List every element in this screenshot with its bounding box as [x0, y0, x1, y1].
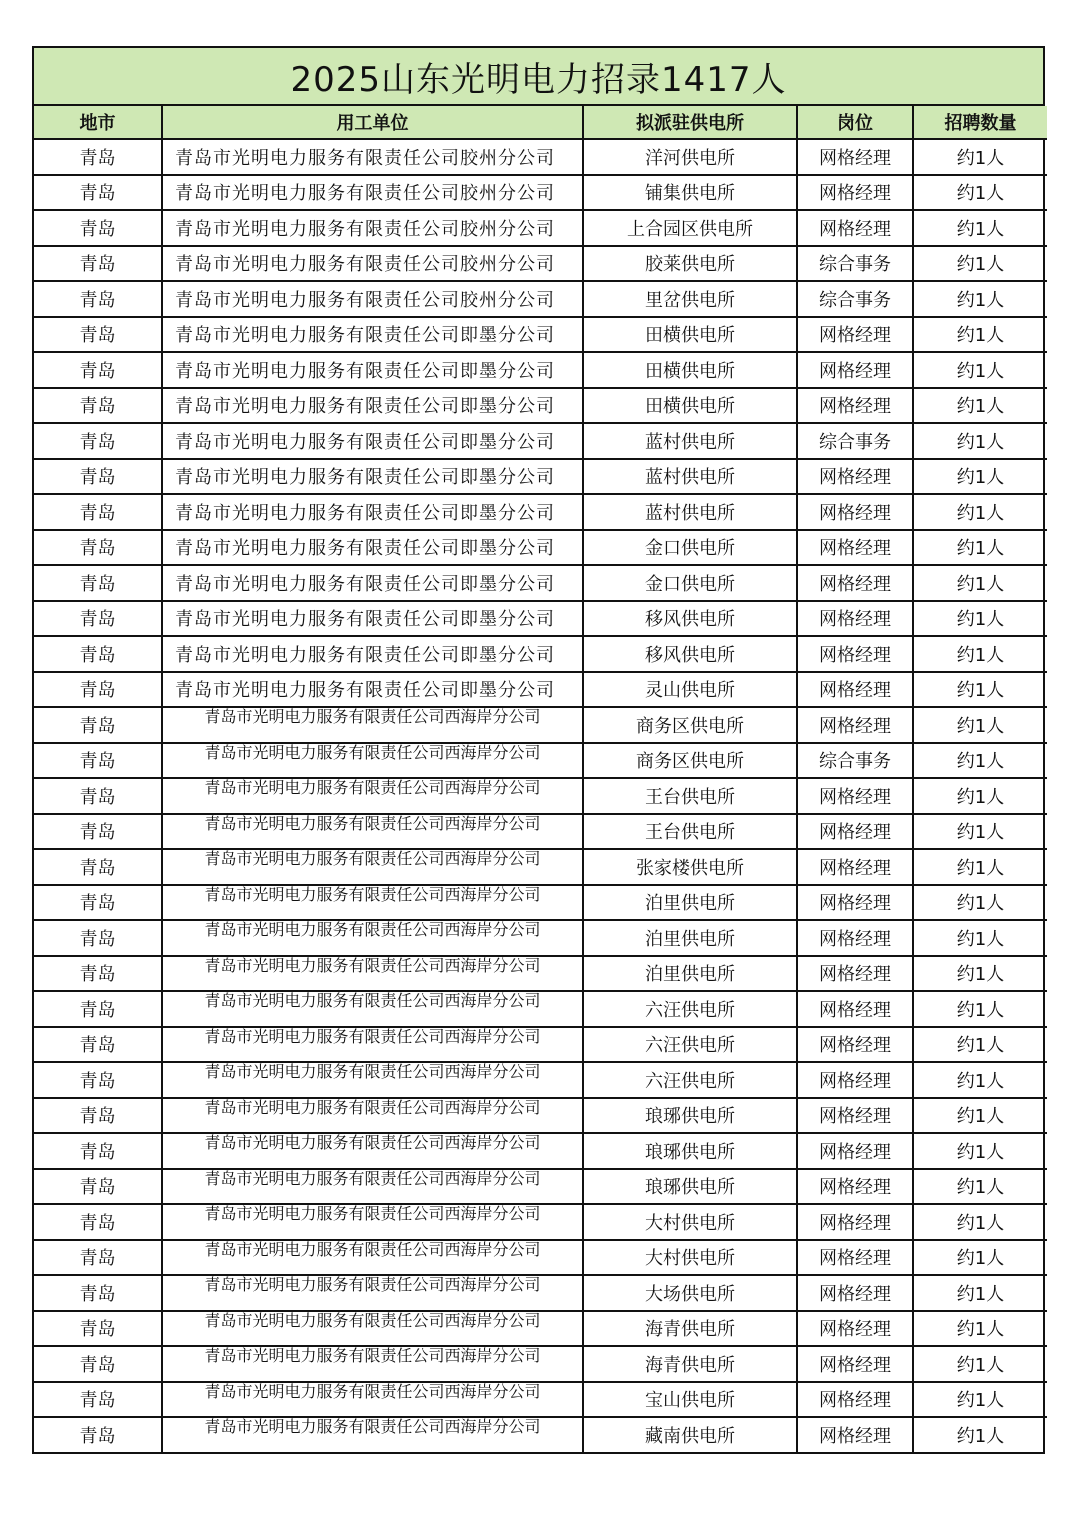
cell-city: 青岛: [34, 352, 162, 388]
cell-position: 网格经理: [797, 991, 913, 1027]
cell-station: 海青供电所: [583, 1311, 797, 1347]
cell-station: 王台供电所: [583, 814, 797, 850]
cell-employer: [162, 1240, 583, 1276]
cell-employer: 青岛市光明电力服务有限责任公司即墨分公司: [162, 352, 583, 388]
cell-city: 青岛: [34, 494, 162, 530]
cell-employer-text: 青岛市光明电力服务有限责任公司西海岸分公司: [204, 1382, 541, 1401]
cell-city: 青岛: [34, 317, 162, 353]
cell-station: 宝山供电所: [583, 1382, 797, 1418]
cell-station: 田横供电所: [583, 317, 797, 353]
cell-station: 泊里供电所: [583, 920, 797, 956]
cell-city: 青岛: [34, 175, 162, 211]
cell-position: 网格经理: [797, 1346, 913, 1382]
header-row: [34, 106, 1047, 139]
cell-city: 青岛: [34, 210, 162, 246]
cell-station: 金口供电所: [583, 530, 797, 566]
cell-station: 大村供电所: [583, 1204, 797, 1240]
cell-quota: 约1人: [913, 1240, 1047, 1276]
cell-quota: 约1人: [913, 210, 1047, 246]
cell-station: 商务区供电所: [583, 707, 797, 743]
cell-station: 大场供电所: [583, 1275, 797, 1311]
cell-city: 青岛: [34, 530, 162, 566]
cell-quota: 约1人: [913, 530, 1047, 566]
table-row: [34, 601, 1047, 637]
cell-city: 青岛: [34, 281, 162, 317]
cell-quota: 约1人: [913, 885, 1047, 921]
cell-city: 青岛: [34, 636, 162, 672]
cell-station: 海青供电所: [583, 1346, 797, 1382]
header-city: 地市: [34, 106, 162, 139]
cell-quota: 约1人: [913, 246, 1047, 282]
cell-quota: 约1人: [913, 778, 1047, 814]
table-row: [34, 1027, 1047, 1063]
cell-employer: 青岛市光明电力服务有限责任公司即墨分公司: [162, 672, 583, 708]
table-row: [34, 991, 1047, 1027]
cell-quota: 约1人: [913, 139, 1047, 175]
cell-position: 网格经理: [797, 707, 913, 743]
cell-station: 六汪供电所: [583, 1027, 797, 1063]
cell-employer: 青岛市光明电力服务有限责任公司即墨分公司: [162, 388, 583, 424]
cell-employer: [162, 1027, 583, 1063]
cell-employer: [162, 920, 583, 956]
cell-station: 琅琊供电所: [583, 1133, 797, 1169]
table-row: [34, 423, 1047, 459]
table-row: [34, 139, 1047, 175]
cell-position: 网格经理: [797, 1098, 913, 1134]
cell-station: 蓝村供电所: [583, 494, 797, 530]
cell-employer-text: 青岛市光明电力服务有限责任公司西海岸分公司: [204, 1311, 541, 1330]
cell-quota: 约1人: [913, 352, 1047, 388]
table-row: [34, 246, 1047, 282]
recruitment-table: [34, 106, 1047, 1452]
cell-station: 六汪供电所: [583, 1062, 797, 1098]
cell-station: 移风供电所: [583, 636, 797, 672]
cell-position: 网格经理: [797, 1311, 913, 1347]
cell-quota: 约1人: [913, 956, 1047, 992]
cell-quota: 约1人: [913, 565, 1047, 601]
cell-station: 琅琊供电所: [583, 1098, 797, 1134]
cell-city: 青岛: [34, 991, 162, 1027]
table-row: [34, 1346, 1047, 1382]
cell-quota: 约1人: [913, 849, 1047, 885]
cell-employer: [162, 743, 583, 779]
table-row: [34, 459, 1047, 495]
cell-employer-text: 青岛市光明电力服务有限责任公司西海岸分公司: [204, 1240, 541, 1259]
cell-position: 网格经理: [797, 814, 913, 850]
cell-employer-text: 青岛市光明电力服务有限责任公司西海岸分公司: [204, 743, 541, 762]
cell-station: 藏南供电所: [583, 1417, 797, 1452]
cell-station: 田横供电所: [583, 388, 797, 424]
cell-employer: [162, 1275, 583, 1311]
cell-quota: 约1人: [913, 317, 1047, 353]
table-row: [34, 388, 1047, 424]
cell-position: 网格经理: [797, 1275, 913, 1311]
cell-employer: [162, 956, 583, 992]
cell-quota: 约1人: [913, 388, 1047, 424]
cell-city: 青岛: [34, 1311, 162, 1347]
cell-city: 青岛: [34, 1275, 162, 1311]
cell-station: 铺集供电所: [583, 175, 797, 211]
cell-position: 网格经理: [797, 317, 913, 353]
cell-city: 青岛: [34, 1133, 162, 1169]
cell-quota: 约1人: [913, 1204, 1047, 1240]
cell-station: 泊里供电所: [583, 885, 797, 921]
header-position: 岗位: [797, 106, 913, 139]
cell-position: 网格经理: [797, 352, 913, 388]
cell-position: 网格经理: [797, 530, 913, 566]
cell-city: 青岛: [34, 1098, 162, 1134]
cell-station: 蓝村供电所: [583, 459, 797, 495]
cell-employer: 青岛市光明电力服务有限责任公司即墨分公司: [162, 459, 583, 495]
cell-quota: 约1人: [913, 636, 1047, 672]
cell-employer: 青岛市光明电力服务有限责任公司胶州分公司: [162, 281, 583, 317]
cell-city: 青岛: [34, 778, 162, 814]
cell-station: 琅琊供电所: [583, 1169, 797, 1205]
cell-employer: [162, 1417, 583, 1452]
cell-position: 网格经理: [797, 494, 913, 530]
cell-employer: 青岛市光明电力服务有限责任公司胶州分公司: [162, 139, 583, 175]
table-row: [34, 494, 1047, 530]
cell-quota: 约1人: [913, 459, 1047, 495]
cell-city: 青岛: [34, 1417, 162, 1452]
table-row: [34, 1062, 1047, 1098]
cell-position: 网格经理: [797, 1027, 913, 1063]
cell-quota: 约1人: [913, 601, 1047, 637]
cell-city: 青岛: [34, 1240, 162, 1276]
table-row: [34, 1169, 1047, 1205]
cell-position: 网格经理: [797, 672, 913, 708]
header-employer: 用工单位: [162, 106, 583, 139]
cell-employer: [162, 1098, 583, 1134]
cell-city: 青岛: [34, 139, 162, 175]
cell-station: 移风供电所: [583, 601, 797, 637]
table-row: [34, 210, 1047, 246]
cell-position: 网格经理: [797, 885, 913, 921]
cell-city: 青岛: [34, 885, 162, 921]
cell-position: 网格经理: [797, 636, 913, 672]
table-row: [34, 885, 1047, 921]
cell-quota: 约1人: [913, 672, 1047, 708]
cell-position: 网格经理: [797, 565, 913, 601]
cell-quota: 约1人: [913, 991, 1047, 1027]
header-station: 拟派驻供电所: [583, 106, 797, 139]
cell-city: 青岛: [34, 743, 162, 779]
cell-city: 青岛: [34, 707, 162, 743]
cell-quota: 约1人: [913, 743, 1047, 779]
table-row: [34, 672, 1047, 708]
cell-city: 青岛: [34, 1382, 162, 1418]
cell-station: 王台供电所: [583, 778, 797, 814]
table-row: [34, 778, 1047, 814]
cell-city: 青岛: [34, 814, 162, 850]
cell-quota: 约1人: [913, 175, 1047, 211]
cell-employer-text: 青岛市光明电力服务有限责任公司西海岸分公司: [204, 779, 541, 797]
cell-quota: 约1人: [913, 1098, 1047, 1134]
cell-employer: 青岛市光明电力服务有限责任公司胶州分公司: [162, 175, 583, 211]
cell-city: 青岛: [34, 920, 162, 956]
cell-quota: 约1人: [913, 814, 1047, 850]
cell-position: 网格经理: [797, 1382, 913, 1418]
recruitment-sheet: [32, 46, 1045, 1454]
cell-position: 综合事务: [797, 423, 913, 459]
table-body: [34, 139, 1047, 1452]
cell-city: 青岛: [34, 1346, 162, 1382]
table-row: [34, 1240, 1047, 1276]
cell-employer-text: 青岛市光明电力服务有限责任公司西海岸分公司: [204, 1063, 541, 1081]
cell-employer: [162, 778, 583, 814]
cell-employer: [162, 814, 583, 850]
cell-employer-text: 青岛市光明电力服务有限责任公司西海岸分公司: [204, 1205, 541, 1223]
cell-station: 蓝村供电所: [583, 423, 797, 459]
cell-position: 网格经理: [797, 139, 913, 175]
cell-position: 网格经理: [797, 956, 913, 992]
table-row: [34, 317, 1047, 353]
cell-station: 金口供电所: [583, 565, 797, 601]
cell-employer: 青岛市光明电力服务有限责任公司即墨分公司: [162, 565, 583, 601]
table-row: [34, 1275, 1047, 1311]
cell-employer-text: 青岛市光明电力服务有限责任公司西海岸分公司: [204, 1027, 541, 1046]
cell-employer: [162, 1382, 583, 1418]
cell-city: 青岛: [34, 1169, 162, 1205]
cell-quota: 约1人: [913, 1027, 1047, 1063]
cell-station: 洋河供电所: [583, 139, 797, 175]
cell-position: 网格经理: [797, 1204, 913, 1240]
cell-position: 综合事务: [797, 281, 913, 317]
table-row: [34, 1311, 1047, 1347]
cell-city: 青岛: [34, 1062, 162, 1098]
cell-employer-text: 青岛市光明电力服务有限责任公司西海岸分公司: [204, 956, 541, 975]
cell-employer: 青岛市光明电力服务有限责任公司即墨分公司: [162, 636, 583, 672]
cell-employer: [162, 1311, 583, 1347]
table-row: [34, 743, 1047, 779]
cell-employer: [162, 885, 583, 921]
cell-quota: 约1人: [956, 1425, 1005, 1447]
cell-employer: [162, 1169, 583, 1205]
table-row: [34, 1382, 1047, 1418]
cell-position: 网格经理: [797, 920, 913, 956]
cell-position: 网格经理: [797, 1133, 913, 1169]
cell-position: 网格经理: [797, 849, 913, 885]
cell-employer: [162, 991, 583, 1027]
cell-station: 上合园区供电所: [583, 210, 797, 246]
cell-employer-text: 青岛市光明电力服务有限责任公司西海岸分公司: [204, 850, 541, 868]
table-row: [34, 281, 1047, 317]
cell-employer: 青岛市光明电力服务有限责任公司胶州分公司: [162, 246, 583, 282]
cell-employer-text: 青岛市光明电力服务有限责任公司西海岸分公司: [204, 1134, 541, 1152]
cell-city: 青岛: [34, 956, 162, 992]
cell-quota: 约1人: [913, 494, 1047, 530]
cell-employer: 青岛市光明电力服务有限责任公司即墨分公司: [162, 530, 583, 566]
cell-employer: 青岛市光明电力服务有限责任公司即墨分公司: [162, 317, 583, 353]
cell-city: 青岛: [34, 246, 162, 282]
cell-quota: 约1人: [913, 1346, 1047, 1382]
table-row: [34, 1098, 1047, 1134]
cell-employer: 青岛市光明电力服务有限责任公司胶州分公司: [162, 210, 583, 246]
cell-employer-text: 青岛市光明电力服务有限责任公司西海岸分公司: [204, 1418, 541, 1436]
cell-quota: 约1人: [913, 1133, 1047, 1169]
cell-station: 胶莱供电所: [583, 246, 797, 282]
cell-employer-text: 青岛市光明电力服务有限责任公司西海岸分公司: [204, 814, 541, 833]
table-row: [34, 530, 1047, 566]
cell-employer: [162, 1133, 583, 1169]
cell-employer: 青岛市光明电力服务有限责任公司即墨分公司: [162, 423, 583, 459]
cell-position: 综合事务: [797, 743, 913, 779]
cell-quota: 约1人: [913, 1311, 1047, 1347]
cell-station: 灵山供电所: [583, 672, 797, 708]
cell-employer-text: 青岛市光明电力服务有限责任公司西海岸分公司: [204, 885, 541, 904]
cell-station: 商务区供电所: [583, 743, 797, 779]
cell-quota: 约1人: [913, 281, 1047, 317]
cell-employer: [162, 707, 583, 743]
cell-position: 网格经理: [797, 459, 913, 495]
cell-station: 六汪供电所: [583, 991, 797, 1027]
cell-city: 青岛: [34, 672, 162, 708]
table-row: [34, 707, 1047, 743]
cell-city: 青岛: [34, 1204, 162, 1240]
table-row: [34, 956, 1047, 992]
cell-position: 网格经理: [797, 210, 913, 246]
cell-employer-text: 青岛市光明电力服务有限责任公司西海岸分公司: [204, 708, 541, 726]
cell-employer-text: 青岛市光明电力服务有限责任公司西海岸分公司: [204, 1098, 541, 1117]
table-row: [34, 1417, 1047, 1452]
cell-city: 青岛: [34, 1027, 162, 1063]
cell-position: 网格经理: [797, 388, 913, 424]
cell-city: 青岛: [34, 388, 162, 424]
table-row: [34, 849, 1047, 885]
cell-quota: 约1人: [913, 1275, 1047, 1311]
cell-quota: 约1人: [913, 423, 1047, 459]
cell-position: 网格经理: [797, 1417, 913, 1452]
sheet-title: 2025山东光明电力招录1417人: [34, 48, 1043, 106]
cell-quota: 约1人: [913, 920, 1047, 956]
cell-position: 网格经理: [797, 175, 913, 211]
cell-employer: 青岛市光明电力服务有限责任公司即墨分公司: [162, 601, 583, 637]
cell-employer-text: 青岛市光明电力服务有限责任公司西海岸分公司: [204, 1169, 541, 1188]
cell-employer: [162, 1346, 583, 1382]
table-row: [34, 920, 1047, 956]
table-row: [34, 352, 1047, 388]
header-quota: 招聘数量: [913, 106, 1047, 139]
cell-employer-text: 青岛市光明电力服务有限责任公司西海岸分公司: [204, 992, 541, 1010]
cell-employer: [162, 1062, 583, 1098]
cell-position: 综合事务: [797, 246, 913, 282]
cell-quota: 约1人: [913, 1062, 1047, 1098]
cell-position: 网格经理: [797, 1169, 913, 1205]
cell-position: 网格经理: [797, 1240, 913, 1276]
table-row: [34, 175, 1047, 211]
cell-employer: 青岛市光明电力服务有限责任公司即墨分公司: [162, 494, 583, 530]
cell-employer: [162, 1204, 583, 1240]
table-row: [34, 814, 1047, 850]
cell-employer: [162, 849, 583, 885]
cell-station: 张家楼供电所: [583, 849, 797, 885]
cell-city: 青岛: [34, 601, 162, 637]
cell-employer-text: 青岛市光明电力服务有限责任公司西海岸分公司: [204, 921, 541, 939]
cell-station: 田横供电所: [583, 352, 797, 388]
cell-position: 网格经理: [797, 778, 913, 814]
table-row: [34, 1204, 1047, 1240]
cell-city: 青岛: [34, 423, 162, 459]
table-row: [34, 636, 1047, 672]
cell-position: 网格经理: [797, 1062, 913, 1098]
cell-city: 青岛: [34, 565, 162, 601]
cell-station: 里岔供电所: [583, 281, 797, 317]
cell-station: 大村供电所: [583, 1240, 797, 1276]
table-row: [34, 1133, 1047, 1169]
cell-position: 网格经理: [797, 601, 913, 637]
cell-city: 青岛: [34, 459, 162, 495]
cell-station: 泊里供电所: [583, 956, 797, 992]
cell-city: 青岛: [34, 849, 162, 885]
cell-quota: 约1人: [913, 1169, 1047, 1205]
cell-employer-text: 青岛市光明电力服务有限责任公司西海岸分公司: [204, 1276, 541, 1294]
cell-quota: 约1人: [913, 707, 1047, 743]
cell-quota: 约1人: [913, 1382, 1047, 1418]
table-row: [34, 565, 1047, 601]
cell-employer-text: 青岛市光明电力服务有限责任公司西海岸分公司: [204, 1347, 541, 1365]
